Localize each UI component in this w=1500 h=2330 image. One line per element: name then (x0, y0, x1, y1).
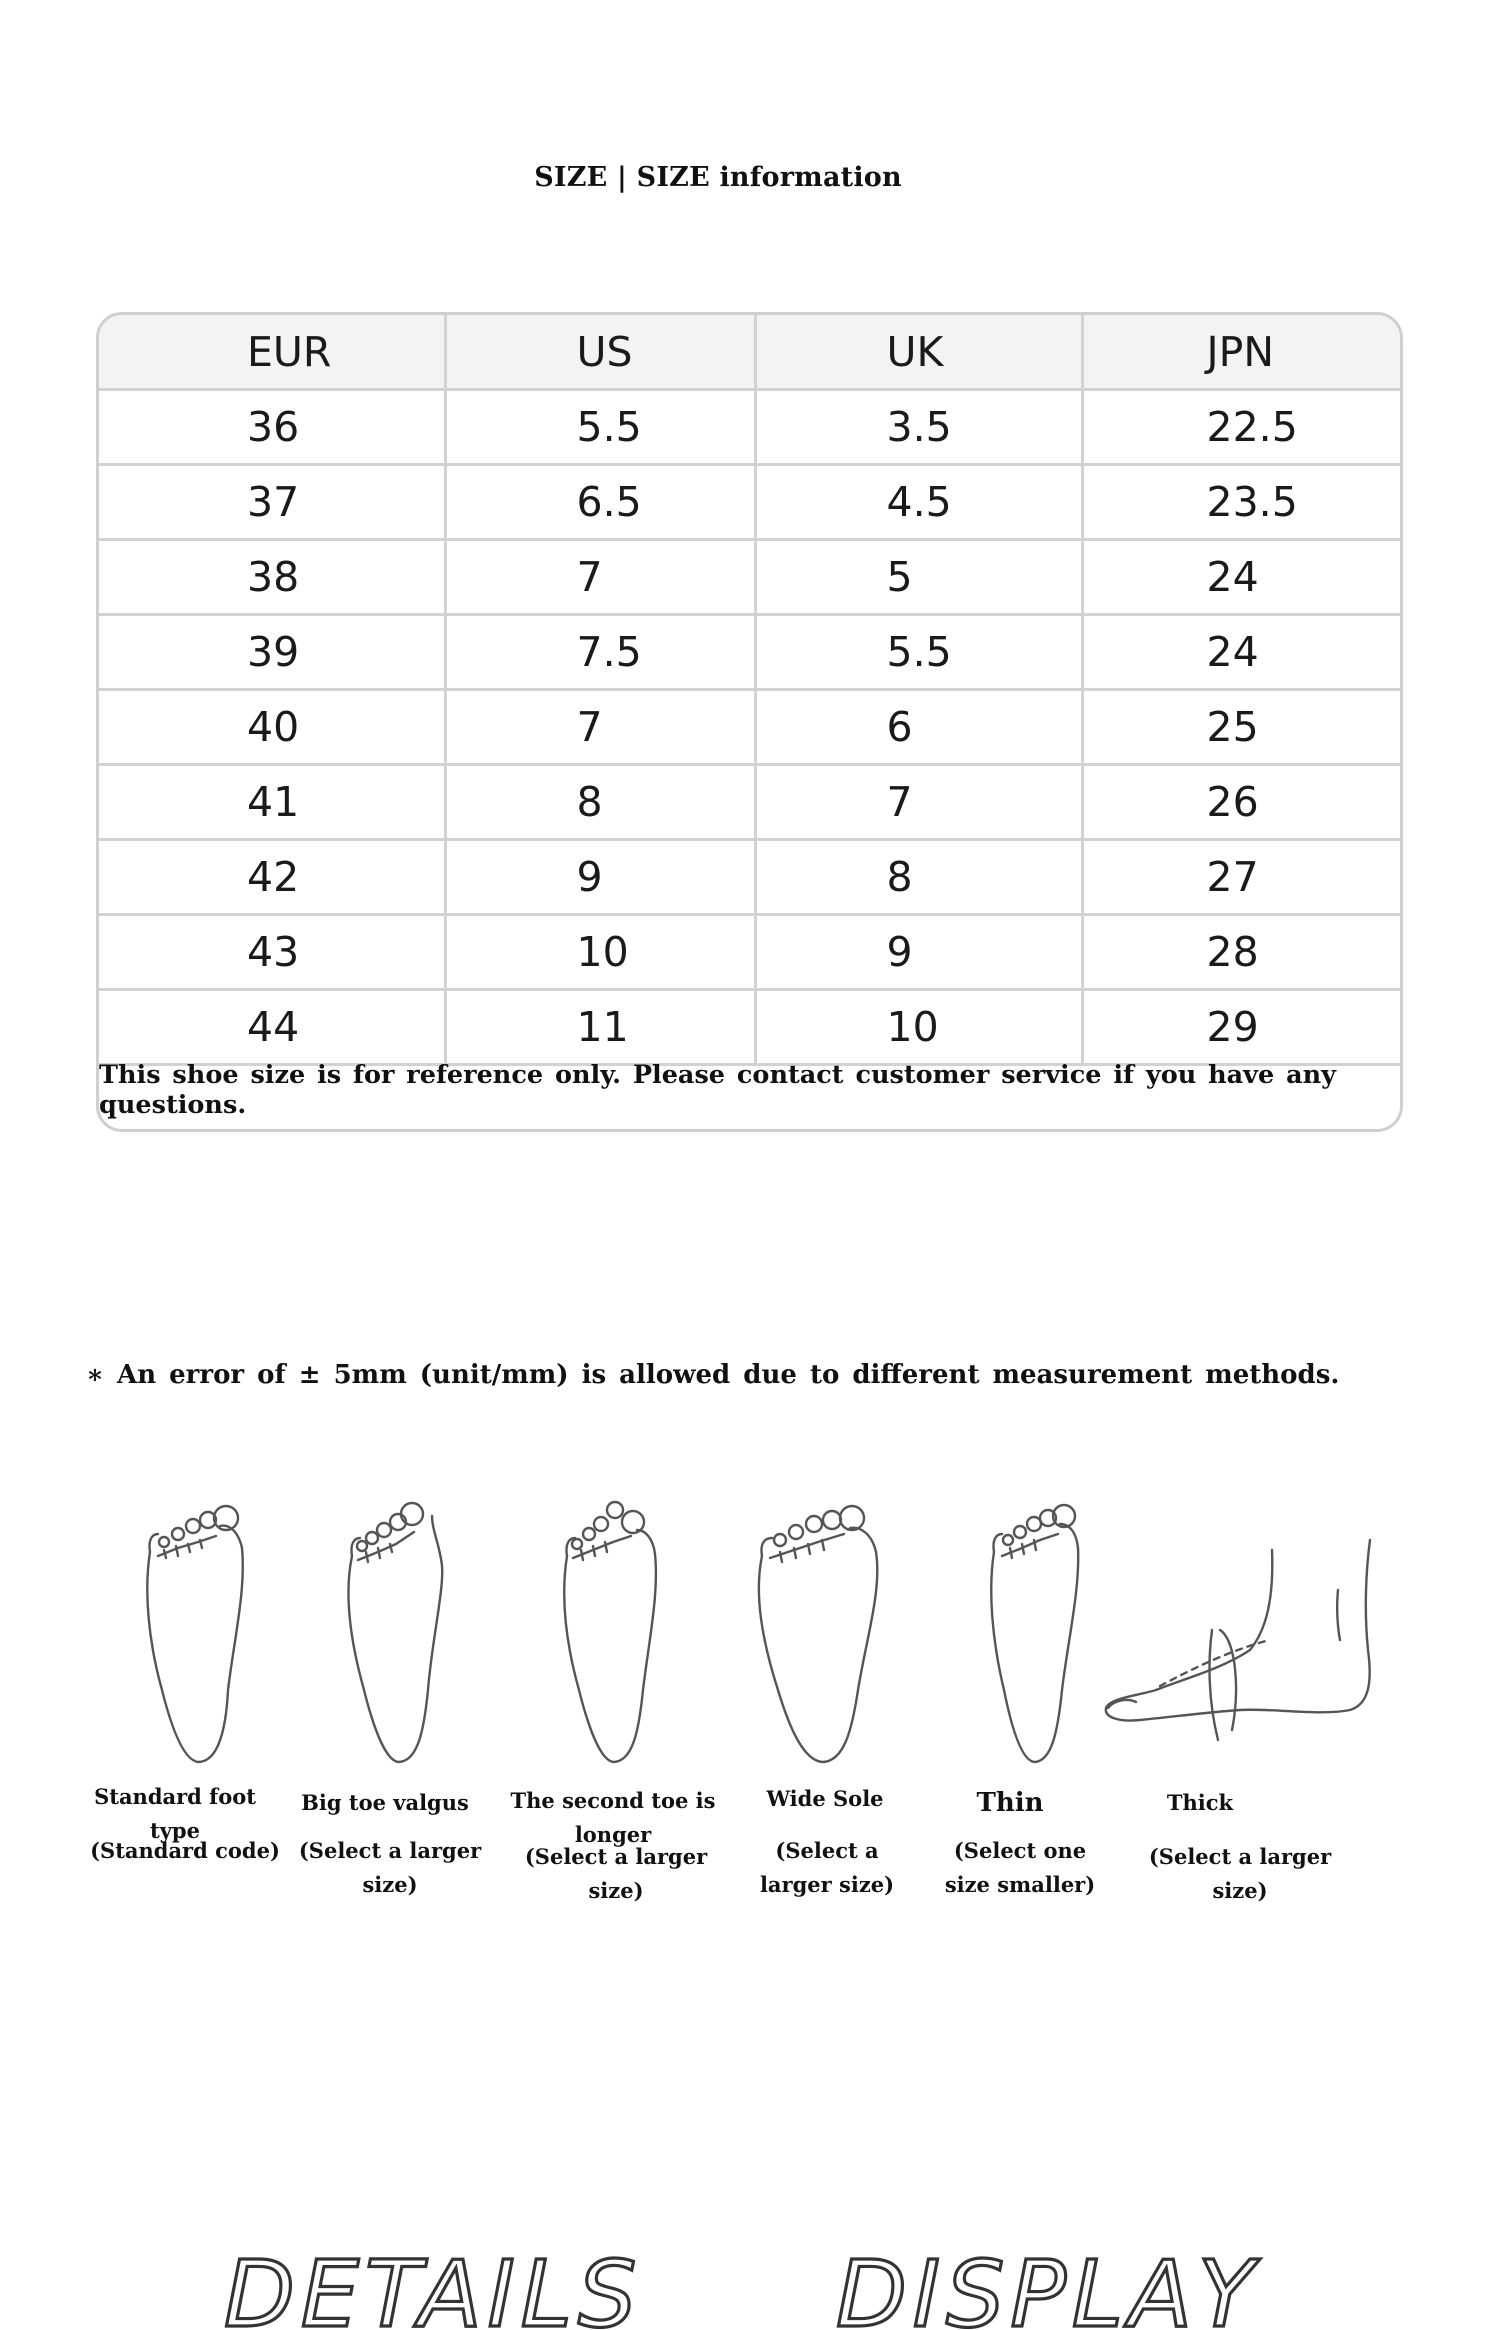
table-cell-eur: 36 (99, 390, 445, 465)
table-cell-uk: 5.5 (755, 615, 1082, 690)
banner-left-word: DETAILS (224, 2241, 643, 2330)
details-display-banner (220, 2240, 1320, 2330)
table-row (99, 765, 1400, 840)
table-row (99, 390, 1400, 465)
standard-foot-icon (138, 1490, 258, 1770)
foot-type-name-big-toe-valgus: Big toe valgus (301, 1790, 469, 1815)
table-cell-uk: 3.5 (755, 390, 1082, 465)
banner-right-word: DISPLAY (836, 2241, 1261, 2330)
table-cell-us: 8 (445, 765, 755, 840)
foot-type-advice-big-toe-valgus: (Select a larger size) (298, 1838, 482, 1897)
table-cell-eur: 38 (99, 540, 445, 615)
table-cell-eur: 42 (99, 840, 445, 915)
table-cell-us: 5.5 (445, 390, 755, 465)
foot-types-section (0, 1490, 1500, 1903)
page-title: SIZE | SIZE information (534, 162, 902, 193)
table-cell-eur: 39 (99, 615, 445, 690)
table-cell-us: 7.5 (445, 615, 755, 690)
table-row (99, 615, 1400, 690)
table-cell-uk: 9 (755, 915, 1082, 990)
foot-type-name-second-toe-longer: The second toe is longer (510, 1788, 716, 1847)
wide-sole-foot-icon (752, 1490, 892, 1770)
table-cell-us: 7 (445, 690, 755, 765)
table-cell-jpn: 22.5 (1082, 390, 1400, 465)
thick-foot-side-icon (1100, 1490, 1380, 1770)
table-cell-jpn: 24 (1082, 615, 1400, 690)
table-cell-jpn: 25 (1082, 690, 1400, 765)
foot-type-name-standard: Standard foot type (94, 1784, 256, 1843)
foot-type-advice-wide-sole: (Select a larger size) (759, 1838, 895, 1897)
table-cell-eur: 44 (99, 990, 445, 1065)
table-cell-us: 9 (445, 840, 755, 915)
table-cell-eur: 41 (99, 765, 445, 840)
size-table (99, 315, 1400, 1066)
foot-type-advice-thick: (Select a larger size) (1148, 1844, 1332, 1903)
table-row (99, 540, 1400, 615)
foot-type-advice-thin: (Select one size smaller) (944, 1838, 1096, 1897)
table-row (99, 465, 1400, 540)
table-cell-uk: 6 (755, 690, 1082, 765)
table-cell-jpn: 26 (1082, 765, 1400, 840)
table-cell-uk: 7 (755, 765, 1082, 840)
big-toe-valgus-foot-icon (336, 1490, 456, 1770)
table-row (99, 915, 1400, 990)
table-cell-us: 11 (445, 990, 755, 1065)
table-cell-uk: 4.5 (755, 465, 1082, 540)
table-row (99, 690, 1400, 765)
table-cell-jpn: 29 (1082, 990, 1400, 1065)
table-cell-eur: 40 (99, 690, 445, 765)
measurement-error-note: ∗ An error of ± 5mm (unit/mm) is allowed due to different measurement methods. (86, 1360, 1340, 1390)
foot-type-name-thin: Thin (976, 1788, 1044, 1818)
table-cell-uk: 8 (755, 840, 1082, 915)
table-cell-eur: 43 (99, 915, 445, 990)
foot-type-name-wide-sole: Wide Sole (766, 1786, 884, 1811)
foot-type-advice-second-toe-longer: (Select a larger size) (524, 1844, 708, 1903)
table-cell-jpn: 23.5 (1082, 465, 1400, 540)
table-cell-us: 6.5 (445, 465, 755, 540)
table-row (99, 840, 1400, 915)
table-note: This shoe size is for reference only. Please contact customer service if you have any questions. (99, 1060, 1336, 1120)
foot-type-name-thick: Thick (1166, 1790, 1234, 1815)
foot-type-advice-standard: (Standard code) (90, 1838, 280, 1863)
table-cell-uk: 10 (755, 990, 1082, 1065)
column-header-us: US (445, 315, 755, 390)
table-cell-eur: 37 (99, 465, 445, 540)
table-cell-uk: 5 (755, 540, 1082, 615)
table-header-row (99, 315, 1400, 390)
table-cell-us: 10 (445, 915, 755, 990)
table-cell-us: 7 (445, 540, 755, 615)
table-cell-jpn: 24 (1082, 540, 1400, 615)
table-cell-jpn: 28 (1082, 915, 1400, 990)
column-header-eur: EUR (99, 315, 445, 390)
size-table-container (96, 312, 1403, 1132)
second-toe-longer-foot-icon (553, 1490, 673, 1770)
thin-foot-icon (982, 1490, 1092, 1770)
column-header-uk: UK (755, 315, 1082, 390)
column-header-jpn: JPN (1082, 315, 1400, 390)
table-cell-jpn: 27 (1082, 840, 1400, 915)
